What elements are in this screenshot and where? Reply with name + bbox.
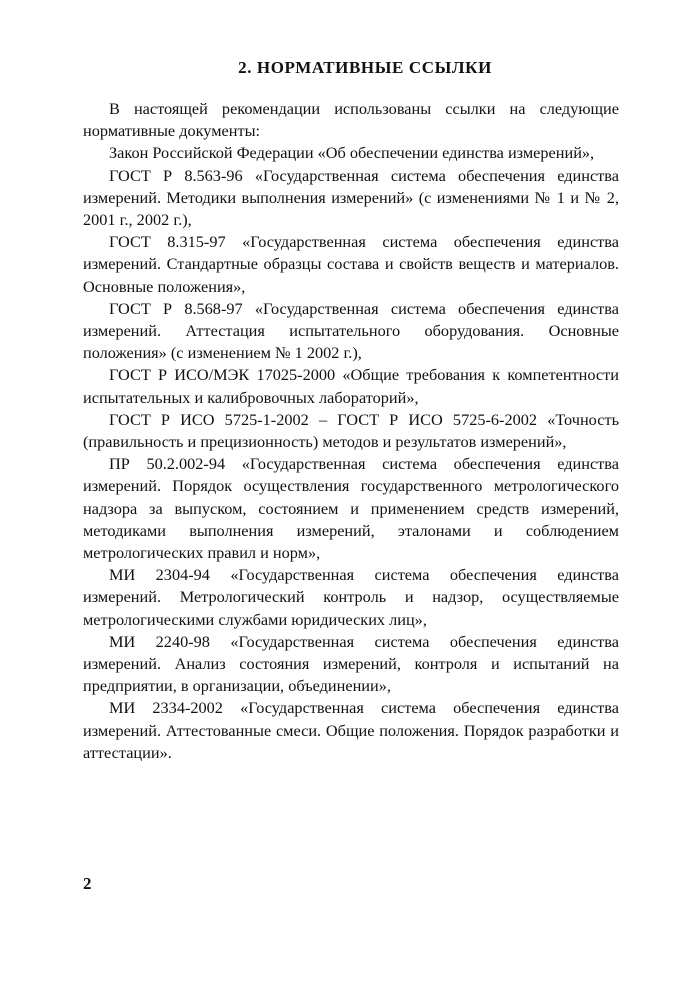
reference-mi-2334-2002: МИ 2334-2002 «Государственная система обеспечения единства измерений. Аттестованные смеси. Общие положения. Порядок разработки и аттестации». bbox=[83, 698, 619, 762]
references-body bbox=[83, 98, 619, 764]
reference-gost-r-iso-5725: ГОСТ Р ИСО 5725-1-2002 – ГОСТ Р ИСО 5725-6-2002 «Точность (правильность и прецизионность) методов и результатов измерений», bbox=[83, 409, 619, 452]
reference-law: Закон Российской Федерации «Об обеспечении единства измерений», bbox=[109, 143, 595, 163]
reference-gost-r-8-563-96: ГОСТ Р 8.563-96 «Государственная система обеспечения единства измерений. Методики выполнения измерений» (с изменениями № 1 и № 2, 2001 г., 2002 г.), bbox=[83, 165, 619, 230]
reference-gost-r-iso-mek-17025-2000: ГОСТ Р ИСО/МЭК 17025-2000 «Общие требования к компетентности испытательных и калибровочных лабораторий», bbox=[83, 365, 619, 407]
page-number: 2 bbox=[83, 874, 92, 893]
reference-pr-50-2-002-94: ПР 50.2.002-94 «Государственная система обеспечения единства измерений. Порядок осуществления государственного метрологического надзора за выпуском, состоянием и применением средств измерений, методиками выполнения измерений, эталонами и соблюдением метрологических правил и норм», bbox=[83, 454, 619, 563]
section-heading: 2. НОРМАТИВНЫЕ ССЫЛКИ bbox=[238, 58, 492, 77]
intro-paragraph: В настоящей рекомендации использованы ссылки на следующие нормативные документы: bbox=[83, 99, 619, 141]
reference-mi-2240-98: МИ 2240-98 «Государственная система обеспечения единства измерений. Анализ состояния измерений, контроля и испытаний на предприятии, в организации, объединении», bbox=[83, 631, 619, 696]
reference-gost-8-315-97: ГОСТ 8.315-97 «Государственная система обеспечения единства измерений. Стандартные образцы состава и свойств веществ и материалов. Основные положения», bbox=[83, 232, 619, 296]
reference-gost-r-8-568-97: ГОСТ Р 8.568-97 «Государственная система обеспечения единства измерений. Аттестация испытательного оборудования. Основные положения» (с изменением № 1 2002 г.), bbox=[83, 298, 619, 363]
reference-mi-2304-94: МИ 2304-94 «Государственная система обеспечения единства измерений. Метрологический контроль и надзор, осуществляемые метрологическими службами юридических лиц», bbox=[83, 565, 619, 629]
